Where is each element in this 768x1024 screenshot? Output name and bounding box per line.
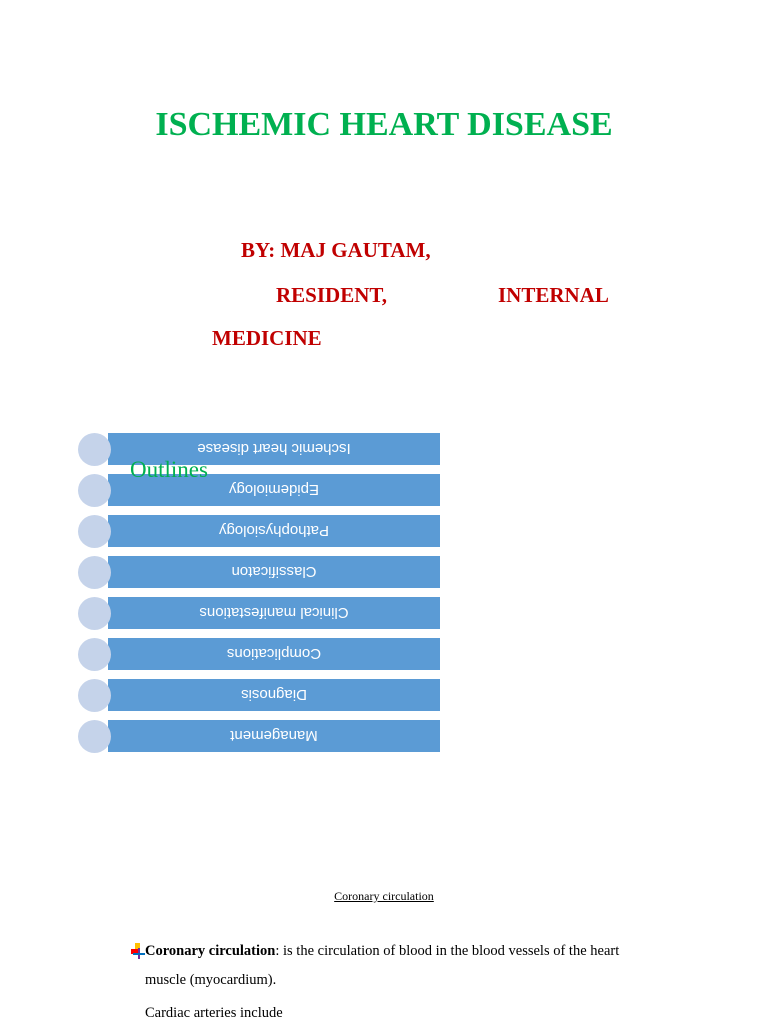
outline-item-label: Diagnosis [241, 686, 307, 704]
outline-item-label: Complications [226, 645, 322, 663]
author-role-resident: RESIDENT, [276, 283, 388, 307]
outline-item [78, 679, 440, 711]
outline-item [78, 597, 440, 629]
definition-line-2: muscle (myocardium). [145, 972, 277, 988]
outline-item [78, 638, 440, 670]
outline-item-circle [78, 474, 111, 507]
author-role-medicine: MEDICINE [212, 326, 322, 350]
outline-item-circle [78, 515, 111, 548]
outline-item-label: Clinical manifestations [199, 604, 349, 622]
outline-item [78, 556, 440, 588]
definition-line-1 [145, 943, 619, 960]
definition-term: Coronary circulation [145, 943, 276, 959]
outline-item-label: Management [230, 727, 318, 745]
outline-item-label: Classificaton [231, 563, 317, 581]
section-heading: Coronary circulation [334, 889, 434, 903]
outline-item-circle [78, 597, 111, 630]
outline-item-bar [108, 597, 440, 629]
outline-item-bar [108, 515, 440, 547]
document-title: ISCHEMIC HEART DISEASE [155, 106, 613, 143]
outline-item-label: Ischemic heart disease [197, 440, 351, 458]
outlines-title: Outlines [130, 457, 208, 482]
outline-item-bar [108, 679, 440, 711]
definition-text: : is the circulation of blood in the blood vessels of the heart [275, 943, 620, 959]
colored-square-bullet-icon [131, 943, 145, 959]
outline-item-circle [78, 679, 111, 712]
outline-item [78, 720, 440, 752]
outline-item-label: Epidemiology [228, 481, 320, 499]
outline-item-label: Pathophysiology [218, 522, 330, 540]
outline-item-bar [108, 638, 440, 670]
outline-item-bar [108, 720, 440, 752]
outline-item-circle [78, 433, 111, 466]
author-role-internal: INTERNAL [498, 283, 609, 307]
outline-item-circle [78, 638, 111, 671]
author-by-line: BY: MAJ GAUTAM, [241, 238, 431, 262]
outline-item-circle [78, 556, 111, 589]
outline-item [78, 515, 440, 547]
outline-item-circle [78, 720, 111, 753]
outline-item-bar [108, 556, 440, 588]
paragraph-cardiac-arteries: Cardiac arteries include [145, 1005, 283, 1021]
